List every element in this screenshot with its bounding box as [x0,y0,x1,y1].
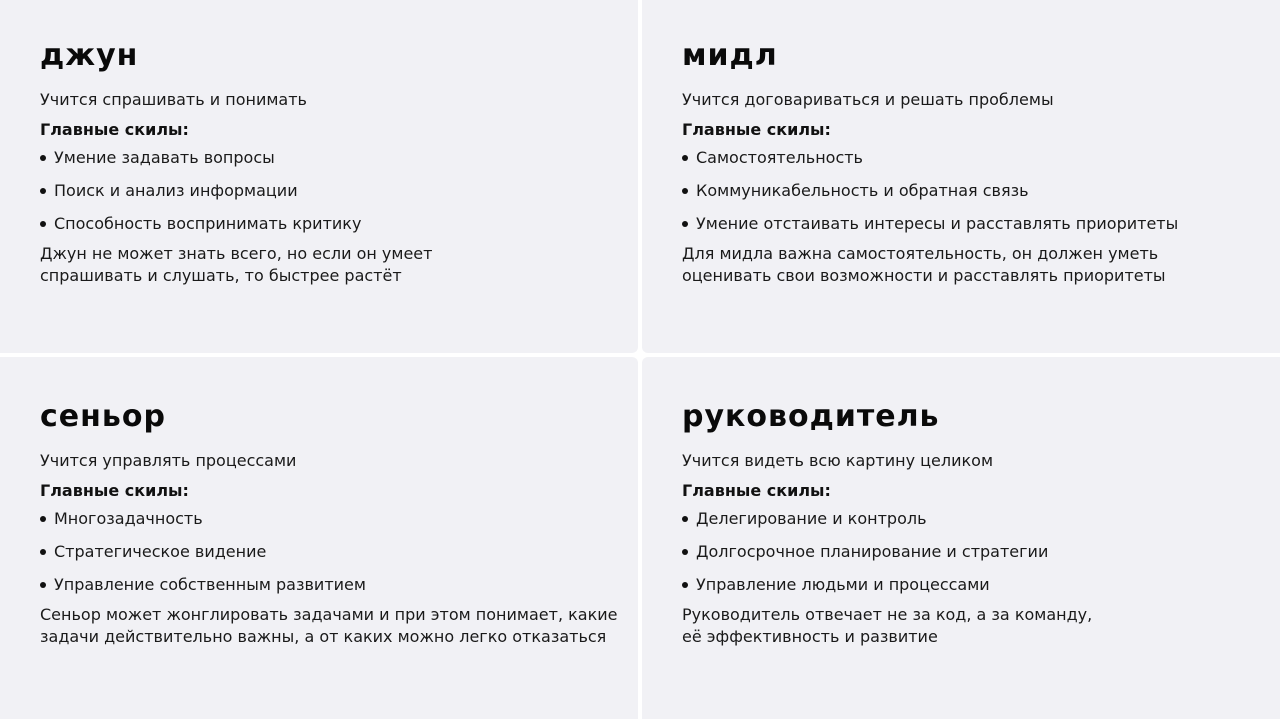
bullet-icon [40,549,46,555]
summary-line: Руководитель отвечает не за код, а за команду, [682,605,1093,624]
bullet-icon [40,155,46,161]
skills-label: Главные скилы: [682,120,831,139]
skills-label: Главные скилы: [682,481,831,500]
skills-list [40,148,618,234]
bullet-icon [682,221,688,227]
bullet-icon [682,582,688,588]
skill-item [40,181,618,201]
skills-label: Главные скилы: [40,481,189,500]
card-lead [642,357,1280,719]
card-content [682,38,1260,287]
summary-line: её эффективность и развитие [682,627,938,646]
bullet-icon [682,549,688,555]
card-subtitle: Учится видеть всю картину целиком [682,451,994,470]
bullet-icon [682,155,688,161]
card-summary [40,243,618,287]
skill-text: Управление людьми и процессами [696,575,990,594]
bullet-icon [682,188,688,194]
summary-line: Для мидла важна самостоятельность, он должен уметь [682,244,1159,263]
card-summary [40,604,618,648]
skill-item [40,148,618,168]
card-content [40,38,618,287]
card-content [682,399,1260,648]
card-subtitle: Учится управлять процессами [40,451,297,470]
card-content [40,399,618,648]
bullet-icon [40,582,46,588]
summary-line: Сеньор может жонглировать задачами и при этом понимает, какие [40,605,618,624]
skill-item [682,148,1260,168]
skill-item [682,575,1260,595]
skills-list [682,509,1260,595]
skills-label: Главные скилы: [40,120,189,139]
card-junior [0,0,638,353]
card-subtitle: Учится спрашивать и понимать [40,90,307,109]
card-title: мидл [682,38,778,73]
skill-text: Делегирование и контроль [696,509,927,528]
skill-text: Самостоятельность [696,148,863,167]
skill-item [682,214,1260,234]
card-middle [642,0,1280,353]
skill-text: Управление собственным развитием [54,575,366,594]
card-senior [0,357,638,719]
skill-item [682,542,1260,562]
card-title: джун [40,38,139,73]
card-title: руководитель [682,399,940,434]
skill-text: Умение отстаивать интересы и расставлять приоритеты [696,214,1179,233]
bullet-icon [682,516,688,522]
skill-text: Долгосрочное планирование и стратегии [696,542,1049,561]
skill-text: Многозадачность [54,509,203,528]
skill-item [40,542,618,562]
skills-list [682,148,1260,234]
bullet-icon [40,516,46,522]
bullet-icon [40,188,46,194]
bullet-icon [40,221,46,227]
card-title: сеньор [40,399,166,434]
skill-text: Поиск и анализ информации [54,181,298,200]
card-summary [682,604,1260,648]
skill-text: Способность воспринимать критику [54,214,362,233]
skill-item [682,509,1260,529]
skill-text: Стратегическое видение [54,542,267,561]
skill-item [682,181,1260,201]
summary-line: Джун не может знать всего, но если он умеет [40,244,433,263]
card-summary [682,243,1260,287]
skill-item [40,214,618,234]
skill-text: Умение задавать вопросы [54,148,275,167]
skill-item [40,575,618,595]
summary-line: задачи действительно важны, а от каких можно легко отказаться [40,627,607,646]
skills-list [40,509,618,595]
skill-text: Коммуникабельность и обратная связь [696,181,1029,200]
summary-line: оценивать свои возможности и расставлять приоритеты [682,266,1166,285]
skill-item [40,509,618,529]
card-subtitle: Учится договариваться и решать проблемы [682,90,1054,109]
summary-line: спрашивать и слушать, то быстрее растёт [40,266,402,285]
